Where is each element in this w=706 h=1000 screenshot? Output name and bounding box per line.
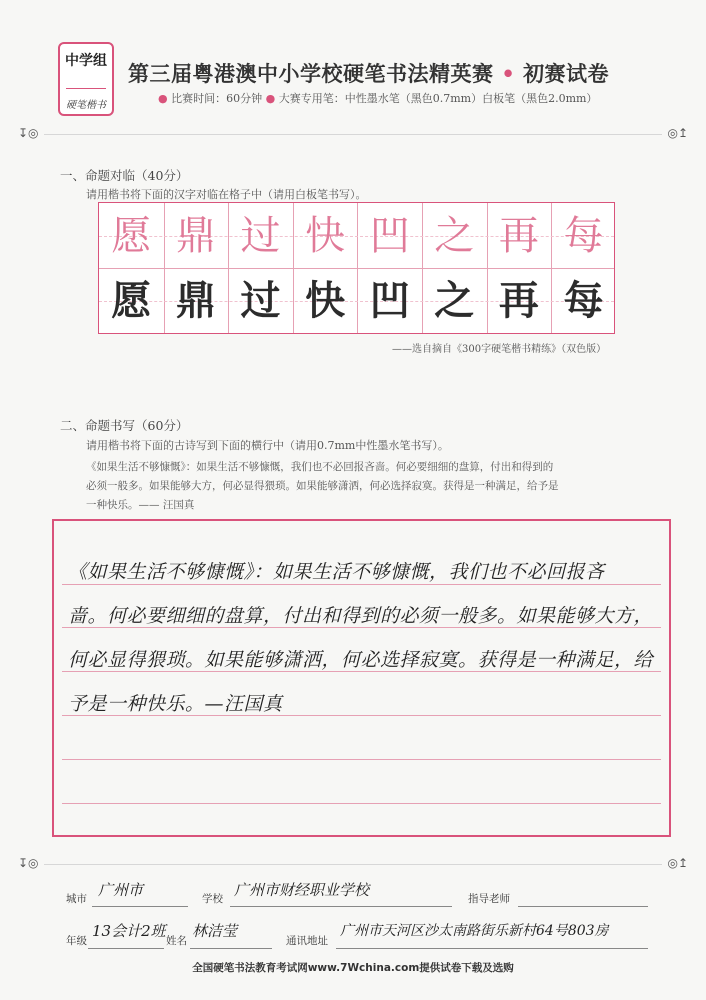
bullet-icon: ● — [158, 92, 168, 105]
writing-area — [52, 519, 671, 837]
section1-desc: 请用楷书将下面的汉字对临在格子中（请用白板笔书写）。 — [86, 188, 367, 201]
title-suffix: 初赛试卷 — [523, 62, 610, 86]
copied-char: 快 — [305, 277, 346, 324]
model-char: 鼎 — [175, 213, 216, 259]
grade-line — [88, 948, 164, 949]
teacher-label: 指导老师 — [468, 893, 510, 905]
category-label: 硬笔楷书 — [66, 100, 106, 111]
address-value: 广州市天河区沙太南路街乐新村64号803房 — [340, 923, 609, 939]
section2-title: 二、命题书写（60分） — [60, 418, 189, 433]
section2-desc: 请用楷书将下面的古诗写到下面的横行中（请用0.7mm中性墨水笔书写）。 — [86, 439, 449, 452]
section1-title: 一、命题对临（40分） — [60, 168, 189, 183]
city-line — [92, 906, 188, 907]
city-label: 城市 — [66, 893, 87, 905]
model-char: 再 — [498, 213, 539, 259]
model-char: 每 — [563, 213, 604, 259]
school-line — [230, 906, 452, 907]
divider-ornament-icon: ↧◎ — [18, 856, 39, 870]
name-line — [190, 948, 272, 949]
group-badge — [58, 42, 114, 116]
model-char: 过 — [240, 213, 281, 259]
copied-char: 之 — [434, 277, 475, 324]
title-separator: • — [501, 62, 516, 86]
group-label: 中学组 — [65, 53, 107, 69]
exam-info — [158, 90, 597, 106]
copied-char: 每 — [563, 277, 604, 324]
poem-line: 必须一般多。如果能够大方，何必显得猥琐。如果能够潇洒，何必选择寂寞。获得是一种满足，给予是 — [86, 480, 559, 492]
model-char: 之 — [434, 213, 475, 259]
copied-char: 愿 — [111, 277, 152, 324]
divider-ornament-icon: ◎↥ — [667, 856, 688, 870]
poem-line: 一种快乐。—— 汪国真 — [86, 499, 195, 511]
divider-ornament-icon: ◎↥ — [667, 126, 688, 140]
school-value: 广州市财经职业学校 — [234, 881, 370, 899]
badge-divider — [66, 88, 106, 89]
handwriting-line: 何必显得猥琐。如果能够潇洒，何必选择寂寞。获得是一种满足，给 — [68, 649, 654, 671]
handwriting-line: 《如果生活不够慷慨》：如果生活不够慷慨，我们也不必回报吝 — [68, 561, 605, 583]
copied-char: 再 — [498, 277, 539, 324]
name-label: 姓名 — [166, 935, 187, 947]
handwriting-line: 啬。何必要细细的盘算，付出和得到的必须一般多。如果能够大方， — [68, 605, 654, 627]
school-label: 学校 — [202, 893, 223, 905]
city-value: 广州市 — [98, 881, 144, 899]
divider — [44, 864, 662, 865]
page-title — [128, 58, 609, 88]
copied-char: 鼎 — [175, 277, 216, 324]
divider — [44, 134, 662, 135]
poem-text — [86, 458, 559, 515]
divider-ornament-icon: ↧◎ — [18, 126, 39, 140]
model-char: 凹 — [369, 213, 410, 259]
model-char: 快 — [305, 213, 346, 259]
character-grid — [98, 202, 615, 334]
handwriting-line: 予是一种快乐。—汪国真 — [68, 693, 283, 715]
name-value: 林洁莹 — [192, 922, 238, 940]
footer-note: 全国硬笔书法教育考试网www.7Wchina.com提供试卷下载及选购 — [192, 962, 514, 974]
teacher-line — [518, 906, 648, 907]
source-note: ——选自摘自《300字硬笔楷书精练》（双色版） — [392, 344, 607, 355]
poem-line: 《如果生活不够慷慨》：如果生活不够慷慨，我们也不必回报吝啬。何必要细细的盘算，付出和得到的 — [86, 461, 554, 473]
exam-pen: 大赛专用笔：中性墨水笔（黑色0.7mm）白板笔（黑色2.0mm） — [278, 92, 598, 105]
model-char: 愿 — [111, 213, 152, 259]
title-main: 第三届粤港澳中小学校硬笔书法精英赛 — [128, 62, 494, 86]
exam-time: 比赛时间：60分钟 — [171, 92, 263, 105]
bullet-icon: ● — [265, 92, 276, 105]
copied-char: 凹 — [369, 277, 410, 324]
grade-label: 年级 — [66, 935, 87, 947]
address-label: 通讯地址 — [286, 935, 328, 947]
grade-value: 13会计2班 — [92, 922, 166, 940]
copied-char: 过 — [240, 277, 281, 324]
address-line — [336, 948, 648, 949]
